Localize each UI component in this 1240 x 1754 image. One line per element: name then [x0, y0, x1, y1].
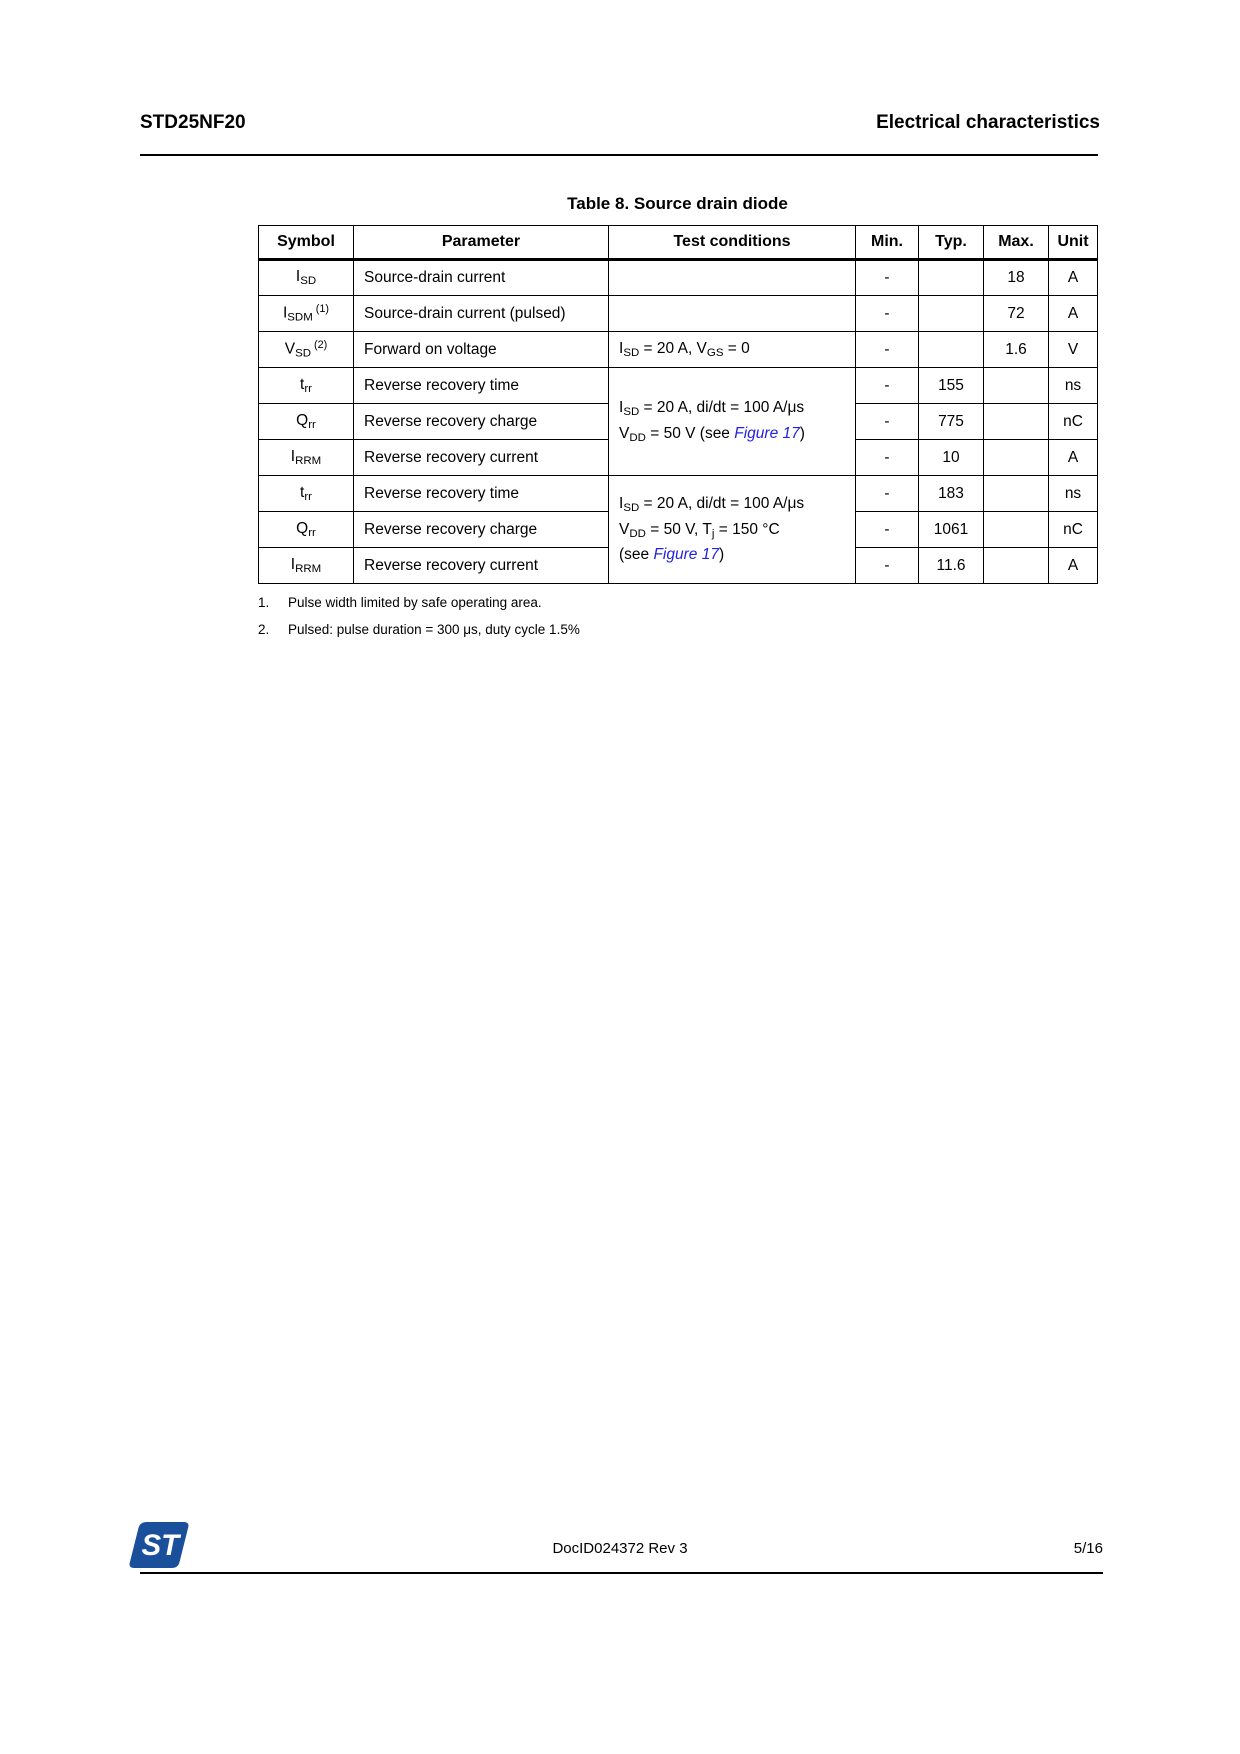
footnote-text: Pulse width limited by safe operating area. [288, 595, 542, 610]
table-row [259, 368, 1098, 404]
footnote-text: Pulsed: pulse duration = 300 μs, duty cycle 1.5% [288, 622, 580, 637]
cell-test-conditions-merged: $I_{SD} = 20$ A, di/dt = 100 A/μs $V_{DD} = 50$ V, $T_j = 150$ °C (see Figure 17) [609, 476, 856, 584]
cell-parameter: Reverse recovery time [354, 368, 609, 404]
cell-typ [919, 260, 984, 296]
cell-unit: V [1049, 332, 1098, 368]
table-title: Table 8. Source drain diode [567, 194, 788, 213]
table-section [258, 193, 1097, 584]
cell-symbol: $I_{SD}$ [259, 260, 354, 296]
cell-max [984, 368, 1049, 404]
cell-typ: 155 [919, 368, 984, 404]
col-header-parameter: Parameter [354, 226, 609, 260]
cell-unit: A [1049, 260, 1098, 296]
document-part-number: STD25NF20 [140, 112, 246, 133]
col-header-test-conditions: Test conditions [609, 226, 856, 260]
cell-unit: A [1049, 548, 1098, 584]
cell-symbol: $Q_{rr}$ [259, 404, 354, 440]
source-drain-diode-table [258, 225, 1098, 584]
cell-unit: A [1049, 440, 1098, 476]
cell-parameter: Reverse recovery charge [354, 512, 609, 548]
cell-max: 1.6 [984, 332, 1049, 368]
cell-parameter: Reverse recovery current [354, 548, 609, 584]
cell-test-conditions [609, 296, 856, 332]
svg-text:ST: ST [141, 1529, 180, 1563]
cell-typ: 1061 [919, 512, 984, 548]
footer-doc-id: DocID024372 Rev 3 [552, 1540, 688, 1557]
col-header-symbol: Symbol [259, 226, 354, 260]
col-header-typ: Typ. [919, 226, 984, 260]
col-header-max: Max. [984, 226, 1049, 260]
cell-typ [919, 296, 984, 332]
footnote-number: 1. [258, 595, 270, 610]
cell-symbol: $t_{rr}$ [259, 368, 354, 404]
cell-min: - [856, 404, 919, 440]
cell-max [984, 440, 1049, 476]
cell-max [984, 476, 1049, 512]
cell-test-conditions: $I_{SD} = 20$ A, $V_{GS} = 0$ [609, 332, 856, 368]
cell-min: - [856, 260, 919, 296]
cell-parameter: Reverse recovery time [354, 476, 609, 512]
cell-max [984, 548, 1049, 584]
cell-parameter: Forward on voltage [354, 332, 609, 368]
cell-min: - [856, 512, 919, 548]
cell-min: - [856, 296, 919, 332]
header-divider [140, 154, 1098, 156]
footnotes [258, 594, 978, 648]
table-row [259, 296, 1098, 332]
cell-symbol: $Q_{rr}$ [259, 512, 354, 548]
cell-unit: A [1049, 296, 1098, 332]
cell-unit: ns [1049, 368, 1098, 404]
cell-parameter: Source-drain current (pulsed) [354, 296, 609, 332]
cell-unit: nC [1049, 512, 1098, 548]
cell-max: 72 [984, 296, 1049, 332]
cell-test-conditions-merged: $I_{SD} = 20$ A, di/dt = 100 A/μs $V_{DD} = 50$ V (see Figure 17) [609, 368, 856, 476]
col-header-unit: Unit [1049, 226, 1098, 260]
figure-17-link[interactable]: Figure 17 [653, 546, 719, 564]
cell-max [984, 404, 1049, 440]
col-header-min: Min. [856, 226, 919, 260]
cell-min: - [856, 476, 919, 512]
cell-symbol: $I_{SDM}$ $^{(1)}$ [259, 296, 354, 332]
cell-typ: 11.6 [919, 548, 984, 584]
table-row [259, 260, 1098, 296]
cell-parameter: Source-drain current [354, 260, 609, 296]
footnote-2 [258, 621, 978, 638]
cell-unit: ns [1049, 476, 1098, 512]
cell-unit: nC [1049, 404, 1098, 440]
cell-typ: 183 [919, 476, 984, 512]
table-row [259, 476, 1098, 512]
cell-min: - [856, 332, 919, 368]
cell-typ: 775 [919, 404, 984, 440]
footnote-number: 2. [258, 622, 270, 637]
footer-page-number: 5/16 [1073, 1540, 1103, 1557]
table-row [259, 332, 1098, 368]
cell-test-conditions [609, 260, 856, 296]
cell-parameter: Reverse recovery charge [354, 404, 609, 440]
cell-symbol: $V_{SD}$ $^{(2)}$ [259, 332, 354, 368]
table-header-row [259, 226, 1098, 260]
cell-min: - [856, 440, 919, 476]
footnote-1 [258, 594, 978, 611]
cell-max [984, 512, 1049, 548]
cell-parameter: Reverse recovery current [354, 440, 609, 476]
cell-symbol: $I_{RRM}$ [259, 548, 354, 584]
cell-max: 18 [984, 260, 1049, 296]
cell-symbol: $t_{rr}$ [259, 476, 354, 512]
cell-typ [919, 332, 984, 368]
section-title: Electrical characteristics [876, 112, 1100, 133]
footer-divider [140, 1572, 1103, 1574]
cell-symbol: $I_{RRM}$ [259, 440, 354, 476]
cell-min: - [856, 548, 919, 584]
cell-typ: 10 [919, 440, 984, 476]
cell-min: - [856, 368, 919, 404]
figure-17-link[interactable]: Figure 17 [734, 424, 800, 442]
